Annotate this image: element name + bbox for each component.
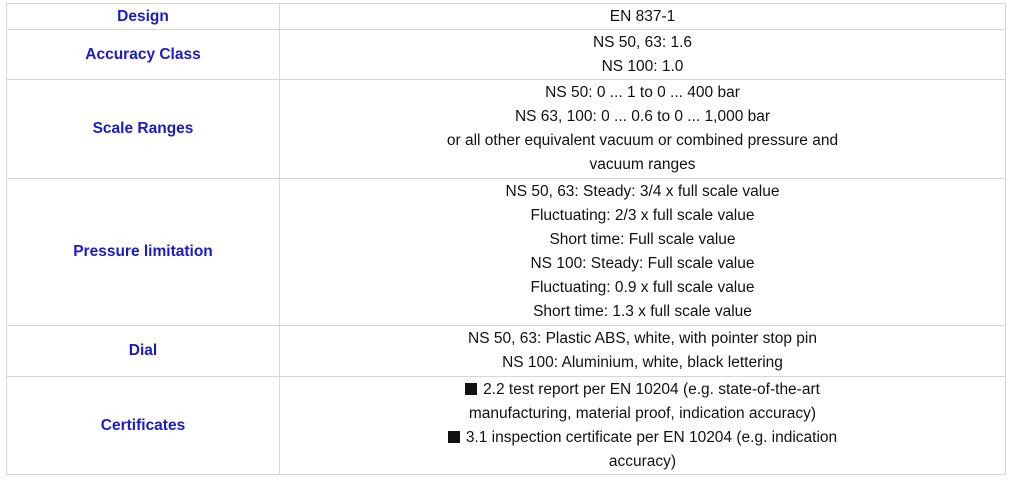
row-label-dial: Dial [7, 326, 280, 377]
black-square-icon [448, 431, 460, 443]
row-value-pressure-limitation [280, 179, 1006, 326]
value-line: NS 50, 63: Plastic ABS, white, with pointer stop pin [468, 330, 817, 347]
row-value-design [280, 4, 1006, 30]
row-label-design: Design [7, 4, 280, 30]
certificate-text: 2.2 test report per EN 10204 (e.g. state-of-the-art manufacturing, material proof, indication accuracy) [468, 380, 820, 422]
value-line: NS 100: Aluminium, white, black lettering [502, 354, 783, 371]
row-value-accuracy-class [280, 30, 1006, 80]
table-row [7, 326, 1006, 377]
row-value-scale-ranges [280, 80, 1006, 179]
black-square-icon [465, 383, 477, 395]
table-row [7, 80, 1006, 179]
value-line: NS 100: Steady: Full scale value [530, 255, 755, 272]
row-value-certificates [280, 377, 1006, 475]
value-line: NS 63, 100: 0 ... 0.6 to 0 ... 1,000 bar [514, 108, 771, 125]
value-line: Short time: Full scale value [549, 231, 736, 248]
row-label-accuracy-class: Accuracy Class [7, 30, 280, 80]
row-label-scale-ranges: Scale Ranges [7, 80, 280, 179]
value-line: Short time: 1.3 x full scale value [533, 303, 752, 320]
certificate-item [428, 426, 858, 474]
value-line: Fluctuating: 2/3 x full scale value [530, 207, 755, 224]
table-row [7, 179, 1006, 326]
table-row [7, 4, 1006, 30]
certificate-text: 3.1 inspection certificate per EN 10204 (e.g. indication accuracy) [465, 428, 838, 470]
value-line: NS 50: 0 ... 1 to 0 ... 400 bar [545, 84, 740, 101]
certificate-item [428, 378, 858, 426]
row-value-dial [280, 326, 1006, 377]
value-line: Fluctuating: 0.9 x full scale value [530, 279, 755, 296]
row-label-pressure-limitation: Pressure limitation [7, 179, 280, 326]
spec-table [6, 3, 1006, 475]
value-line: NS 50, 63: Steady: 3/4 x full scale value [505, 183, 780, 200]
table-row [7, 30, 1006, 80]
table-row [7, 377, 1006, 475]
value-line: EN 837-1 [609, 7, 676, 25]
value-line: NS 50, 63: 1.6 [592, 33, 693, 51]
value-line: NS 100: 1.0 [601, 57, 684, 75]
value-line: or all other equivalent vacuum or combined pressure and vacuum ranges [446, 132, 839, 173]
row-label-certificates: Certificates [7, 377, 280, 475]
